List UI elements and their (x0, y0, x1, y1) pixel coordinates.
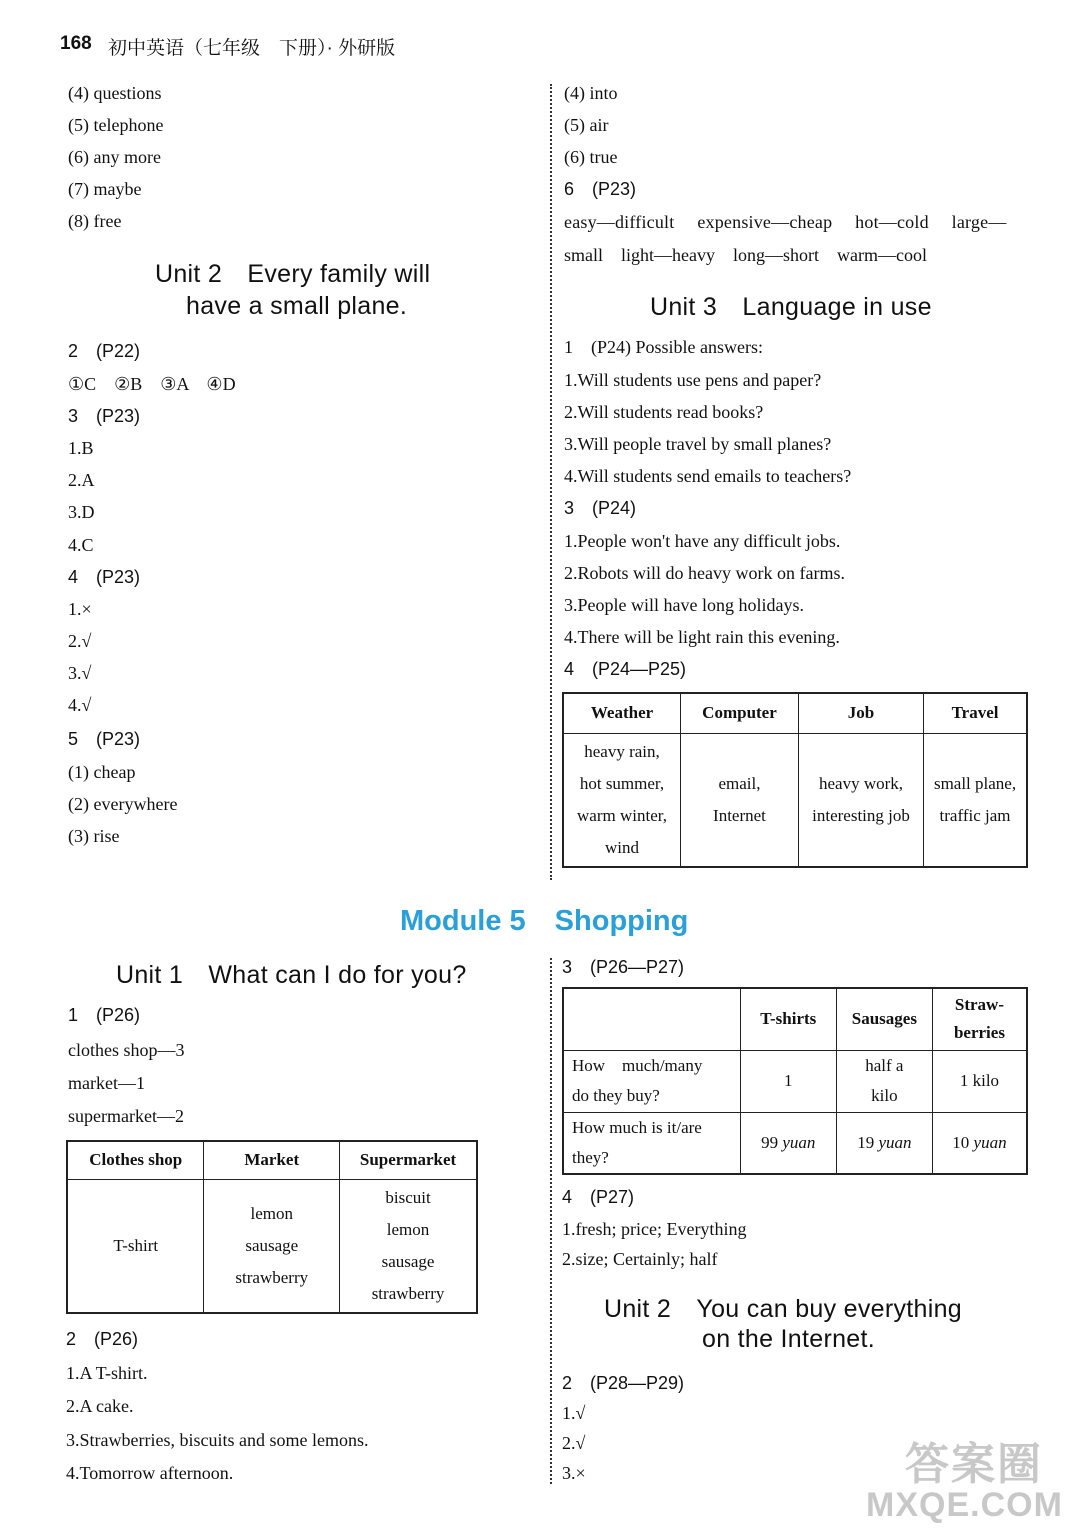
unit2-heading-line1: Unit 2 Every family will (155, 260, 431, 288)
cell-line: strawberry (235, 1267, 309, 1287)
page-number: 168 (60, 33, 92, 54)
answer-line: (5) air (564, 115, 609, 135)
exercise-heading: 4 (P23) (68, 567, 141, 587)
cell-line: lemon (386, 1219, 430, 1239)
table-cell (740, 1112, 836, 1174)
cell-line: traffic jam (939, 805, 1011, 825)
cell-line: do they buy? (572, 1086, 660, 1105)
answer-line: market—1 (68, 1073, 145, 1093)
answer-line: 4.Tomorrow afternoon. (66, 1463, 234, 1483)
table-cell-job (798, 733, 923, 867)
answer-line: 3.√ (68, 663, 92, 683)
answer-line: 4.√ (68, 695, 92, 715)
answer-line: 1.× (68, 599, 92, 619)
table-cell-supermarket (340, 1179, 477, 1313)
cell-line: kilo (871, 1086, 898, 1105)
cell-line: How much is it/are (572, 1117, 702, 1137)
exercise-heading: 6 (P23) (564, 179, 637, 199)
exercise-heading: 2 (P22) (68, 341, 141, 361)
cell-line: wind (605, 837, 639, 857)
answer-line: clothes shop—3 (68, 1040, 185, 1060)
unit2-heading-line2: have a small plane. (186, 292, 408, 320)
currency-unit: yuan (878, 1132, 912, 1152)
answer-line: 3.Will people travel by small planes? (564, 434, 832, 454)
cell-line: berries (953, 1023, 1005, 1043)
answer-line: (2) everywhere (68, 794, 178, 814)
cell-line: they? (572, 1147, 609, 1167)
answer-line: 1.Will students use pens and paper? (564, 370, 822, 390)
table-corner (563, 988, 740, 1050)
answer-line: 3.People will have long holidays. (564, 595, 804, 615)
answer-line: (3) rise (68, 826, 120, 846)
answer-line: 3.Strawberries, biscuits and some lemons. (66, 1430, 369, 1450)
cell-line: half a (865, 1056, 904, 1075)
table-cell-clothes (67, 1179, 204, 1313)
exercise-heading: 2 (P28—P29) (562, 1373, 685, 1393)
cell-line: heavy work, (818, 773, 904, 793)
exercise-heading: 3 (P23) (68, 406, 141, 426)
table-header: Sausages (836, 988, 932, 1050)
answer-line: (6) true (564, 147, 618, 167)
currency-unit: yuan (973, 1132, 1007, 1152)
table-cell-travel (924, 733, 1027, 867)
cell-line: biscuit (385, 1187, 431, 1207)
future-topics-table (562, 692, 1028, 868)
exercise-heading (564, 336, 763, 358)
answer-text: 1 (P24) Possible answers: (564, 337, 763, 357)
cell-line: interesting job (812, 805, 910, 825)
table-header: Travel (924, 693, 1027, 733)
table-header: Job (798, 693, 923, 733)
currency-unit: yuan (782, 1132, 816, 1152)
answer-line: 4.C (68, 535, 94, 555)
table-header (932, 988, 1027, 1050)
answer-line: 1.√ (562, 1403, 586, 1423)
exercise-heading: 3 (P24) (564, 498, 637, 518)
row-label (563, 1112, 740, 1174)
watermark-logo: 答案圈 (905, 1440, 1043, 1489)
answer-line: 3.× (562, 1463, 586, 1483)
row-label (563, 1050, 740, 1112)
opposites-line: easy—difficult expensive—cheap hot—cold large— (564, 212, 1007, 232)
table-cell (932, 1112, 1027, 1174)
answer-line: ①C ②B ③A ④D (68, 374, 236, 394)
table-cell-computer (681, 733, 799, 867)
shop-items-table (66, 1140, 478, 1314)
answer-line: 1.fresh; price; Everything (562, 1219, 747, 1239)
answer-line: (1) cheap (68, 762, 136, 782)
watermark-url: MXQE.COM (866, 1486, 1063, 1524)
cell-line: email, (718, 773, 761, 793)
answer-line: (7) maybe (68, 179, 142, 199)
exercise-heading: 3 (P26—P27) (562, 957, 685, 977)
answer-line: 2.size; Certainly; half (562, 1249, 718, 1269)
table-cell: 1 kilo (932, 1050, 1027, 1112)
cell-line: small plane, (933, 773, 1017, 793)
unit3-heading: Unit 3 Language in use (650, 293, 932, 321)
answer-line: (6) any more (68, 147, 161, 167)
cell-line: Straw- (954, 995, 1004, 1015)
table-cell (836, 1112, 932, 1174)
table-cell (836, 1050, 932, 1112)
answer-line: 1.People won't have any difficult jobs. (564, 531, 841, 551)
answer-line: 2.A (68, 470, 95, 490)
table-cell-market (204, 1179, 340, 1313)
table-header: Market (204, 1141, 340, 1179)
cell-line: warm winter, (577, 805, 667, 825)
table-header: Clothes shop (67, 1141, 204, 1179)
exercise-heading: 1 (P26) (68, 1005, 141, 1025)
price-number: 10 (952, 1132, 970, 1152)
cell-line: lemon (250, 1203, 294, 1223)
exercise-heading: 2 (P26) (66, 1329, 139, 1349)
exercise-heading: 4 (P27) (562, 1187, 635, 1207)
cell-line: How much/many (572, 1056, 703, 1075)
answer-line: 2.Will students read books? (564, 402, 764, 422)
cell-line: hot summer, (579, 773, 665, 793)
answer-line: (4) questions (68, 83, 162, 103)
answer-line: (5) telephone (68, 115, 164, 135)
table-cell-weather (563, 733, 681, 867)
table-cell: 1 (740, 1050, 836, 1112)
opposites-line: small light—heavy long—short warm—cool (564, 245, 927, 265)
m5-unit2-heading-line1: Unit 2 You can buy everything (604, 1295, 962, 1323)
price-number: 19 (857, 1132, 875, 1152)
cell-line: strawberry (371, 1283, 445, 1303)
answer-line: (8) free (68, 211, 122, 231)
exercise-heading: 5 (P23) (68, 729, 141, 749)
answer-line: 2.√ (562, 1433, 586, 1453)
cell-line: Internet (713, 805, 766, 825)
cell-line: heavy rain, (584, 741, 660, 761)
answer-line: 2.Robots will do heavy work on farms. (564, 563, 845, 583)
answer-line: 4.There will be light rain this evening. (564, 627, 840, 647)
table-header: Computer (681, 693, 799, 733)
table-header: Weather (563, 693, 681, 733)
answer-line: supermarket—2 (68, 1106, 184, 1126)
answer-line: 2.A cake. (66, 1396, 134, 1416)
answer-line: 1.A T-shirt. (66, 1363, 148, 1383)
m5-unit1-heading: Unit 1 What can I do for you? (116, 961, 467, 989)
cell-line: sausage (381, 1251, 435, 1271)
column-divider-upper (550, 84, 552, 880)
price-number: 99 (761, 1132, 779, 1152)
table-header: T-shirts (740, 988, 836, 1050)
answer-line: 4.Will students send emails to teachers? (564, 466, 852, 486)
answer-line: 3.D (68, 502, 95, 522)
exercise-heading: 4 (P24—P25) (564, 659, 687, 679)
cell-line: T-shirt (113, 1235, 159, 1255)
m5-unit2-heading-line2: on the Internet. (702, 1325, 875, 1353)
book-title: 初中英语（七年级 下册）· 外研版 (108, 38, 396, 59)
answer-line: 2.√ (68, 631, 92, 651)
table-header: Supermarket (340, 1141, 477, 1179)
module-heading: Module 5 Shopping (400, 905, 689, 937)
answer-line: (4) into (564, 83, 618, 103)
shopping-quantity-table (562, 987, 1028, 1175)
cell-line: sausage (245, 1235, 299, 1255)
column-divider-lower (550, 958, 552, 1484)
answer-line: 1.B (68, 438, 94, 458)
